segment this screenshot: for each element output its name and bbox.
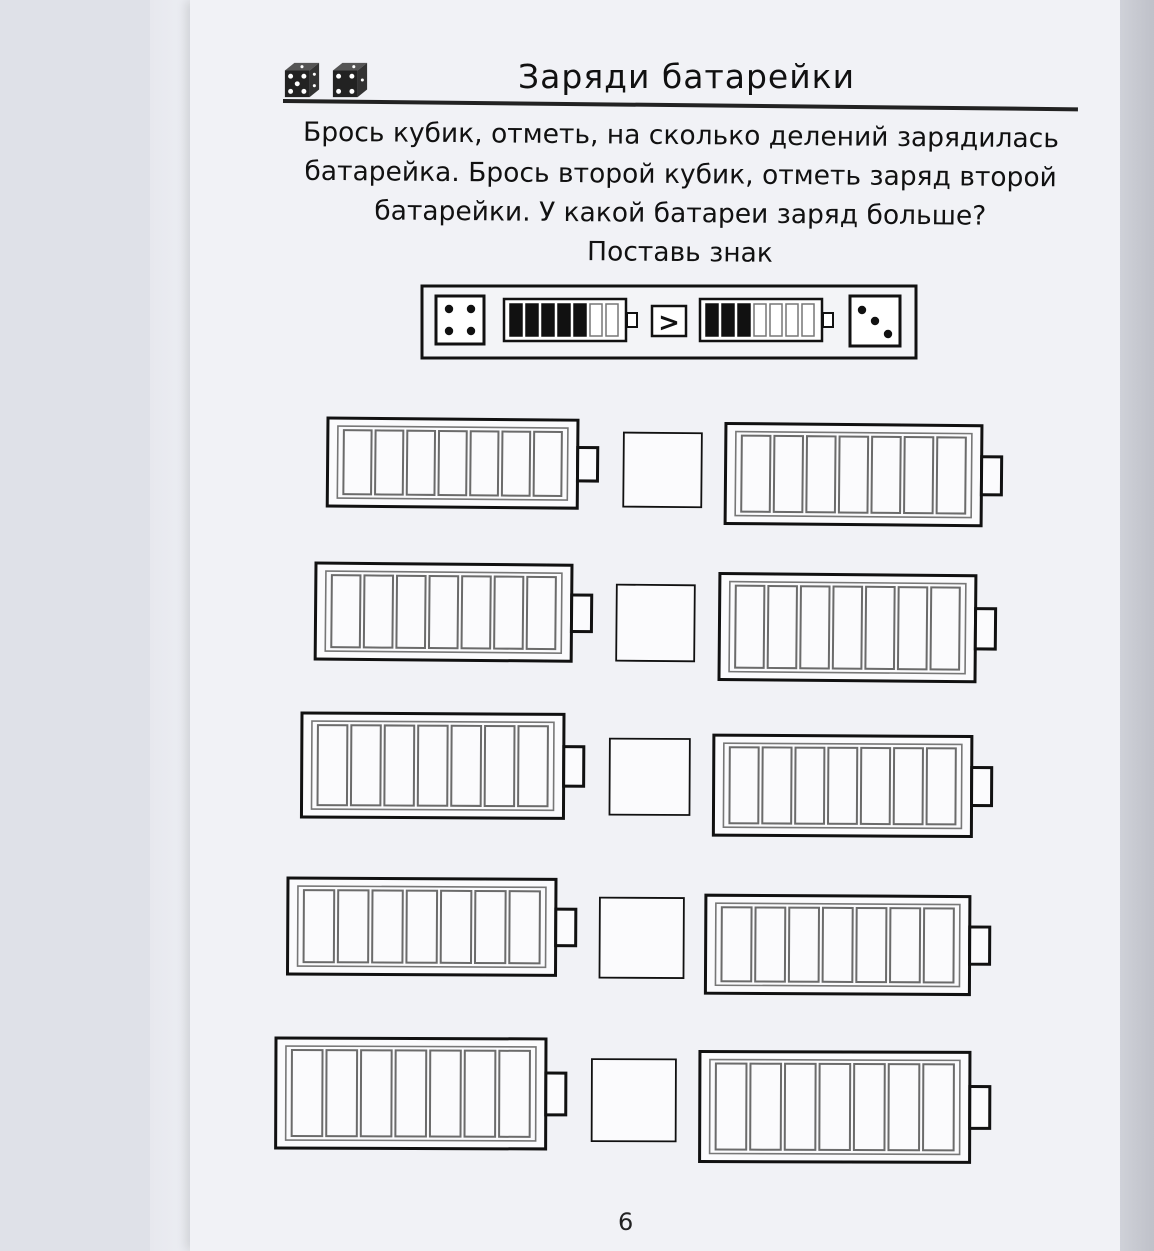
battery-left bbox=[315, 563, 592, 661]
battery-right bbox=[713, 735, 992, 836]
instruction-line: Поставь знак bbox=[586, 236, 773, 269]
battery-left bbox=[301, 713, 584, 818]
battery-left bbox=[327, 418, 598, 508]
exercise-row bbox=[287, 878, 990, 995]
comparison-sign-box[interactable] bbox=[599, 898, 683, 978]
exercise-row bbox=[301, 713, 992, 837]
battery-left bbox=[287, 878, 575, 976]
battery-right bbox=[700, 1051, 990, 1162]
exercise-row bbox=[327, 418, 1002, 526]
battery-right bbox=[725, 423, 1002, 525]
instruction-line: батарейки. У какой батареи заряд больше? bbox=[374, 195, 987, 232]
instruction-line: батарейка. Брось второй кубик, отметь заряд второй bbox=[304, 155, 1057, 194]
battery-right bbox=[705, 895, 990, 994]
battery-right bbox=[719, 574, 996, 682]
battery-left bbox=[276, 1038, 566, 1149]
instruction-line: Брось кубик, отметь, на сколько делений зарядилась bbox=[302, 116, 1060, 155]
example-sign: > bbox=[658, 308, 680, 338]
exercise-row bbox=[315, 563, 996, 682]
page-number: 6 bbox=[618, 1208, 634, 1236]
comparison-sign-box[interactable] bbox=[592, 1059, 676, 1141]
comparison-sign-box[interactable] bbox=[609, 739, 689, 815]
page-title: Заряди батарейки bbox=[518, 57, 856, 96]
exercise-row bbox=[276, 1038, 990, 1162]
comparison-sign-box[interactable] bbox=[616, 585, 695, 662]
comparison-sign-box[interactable] bbox=[623, 433, 702, 508]
